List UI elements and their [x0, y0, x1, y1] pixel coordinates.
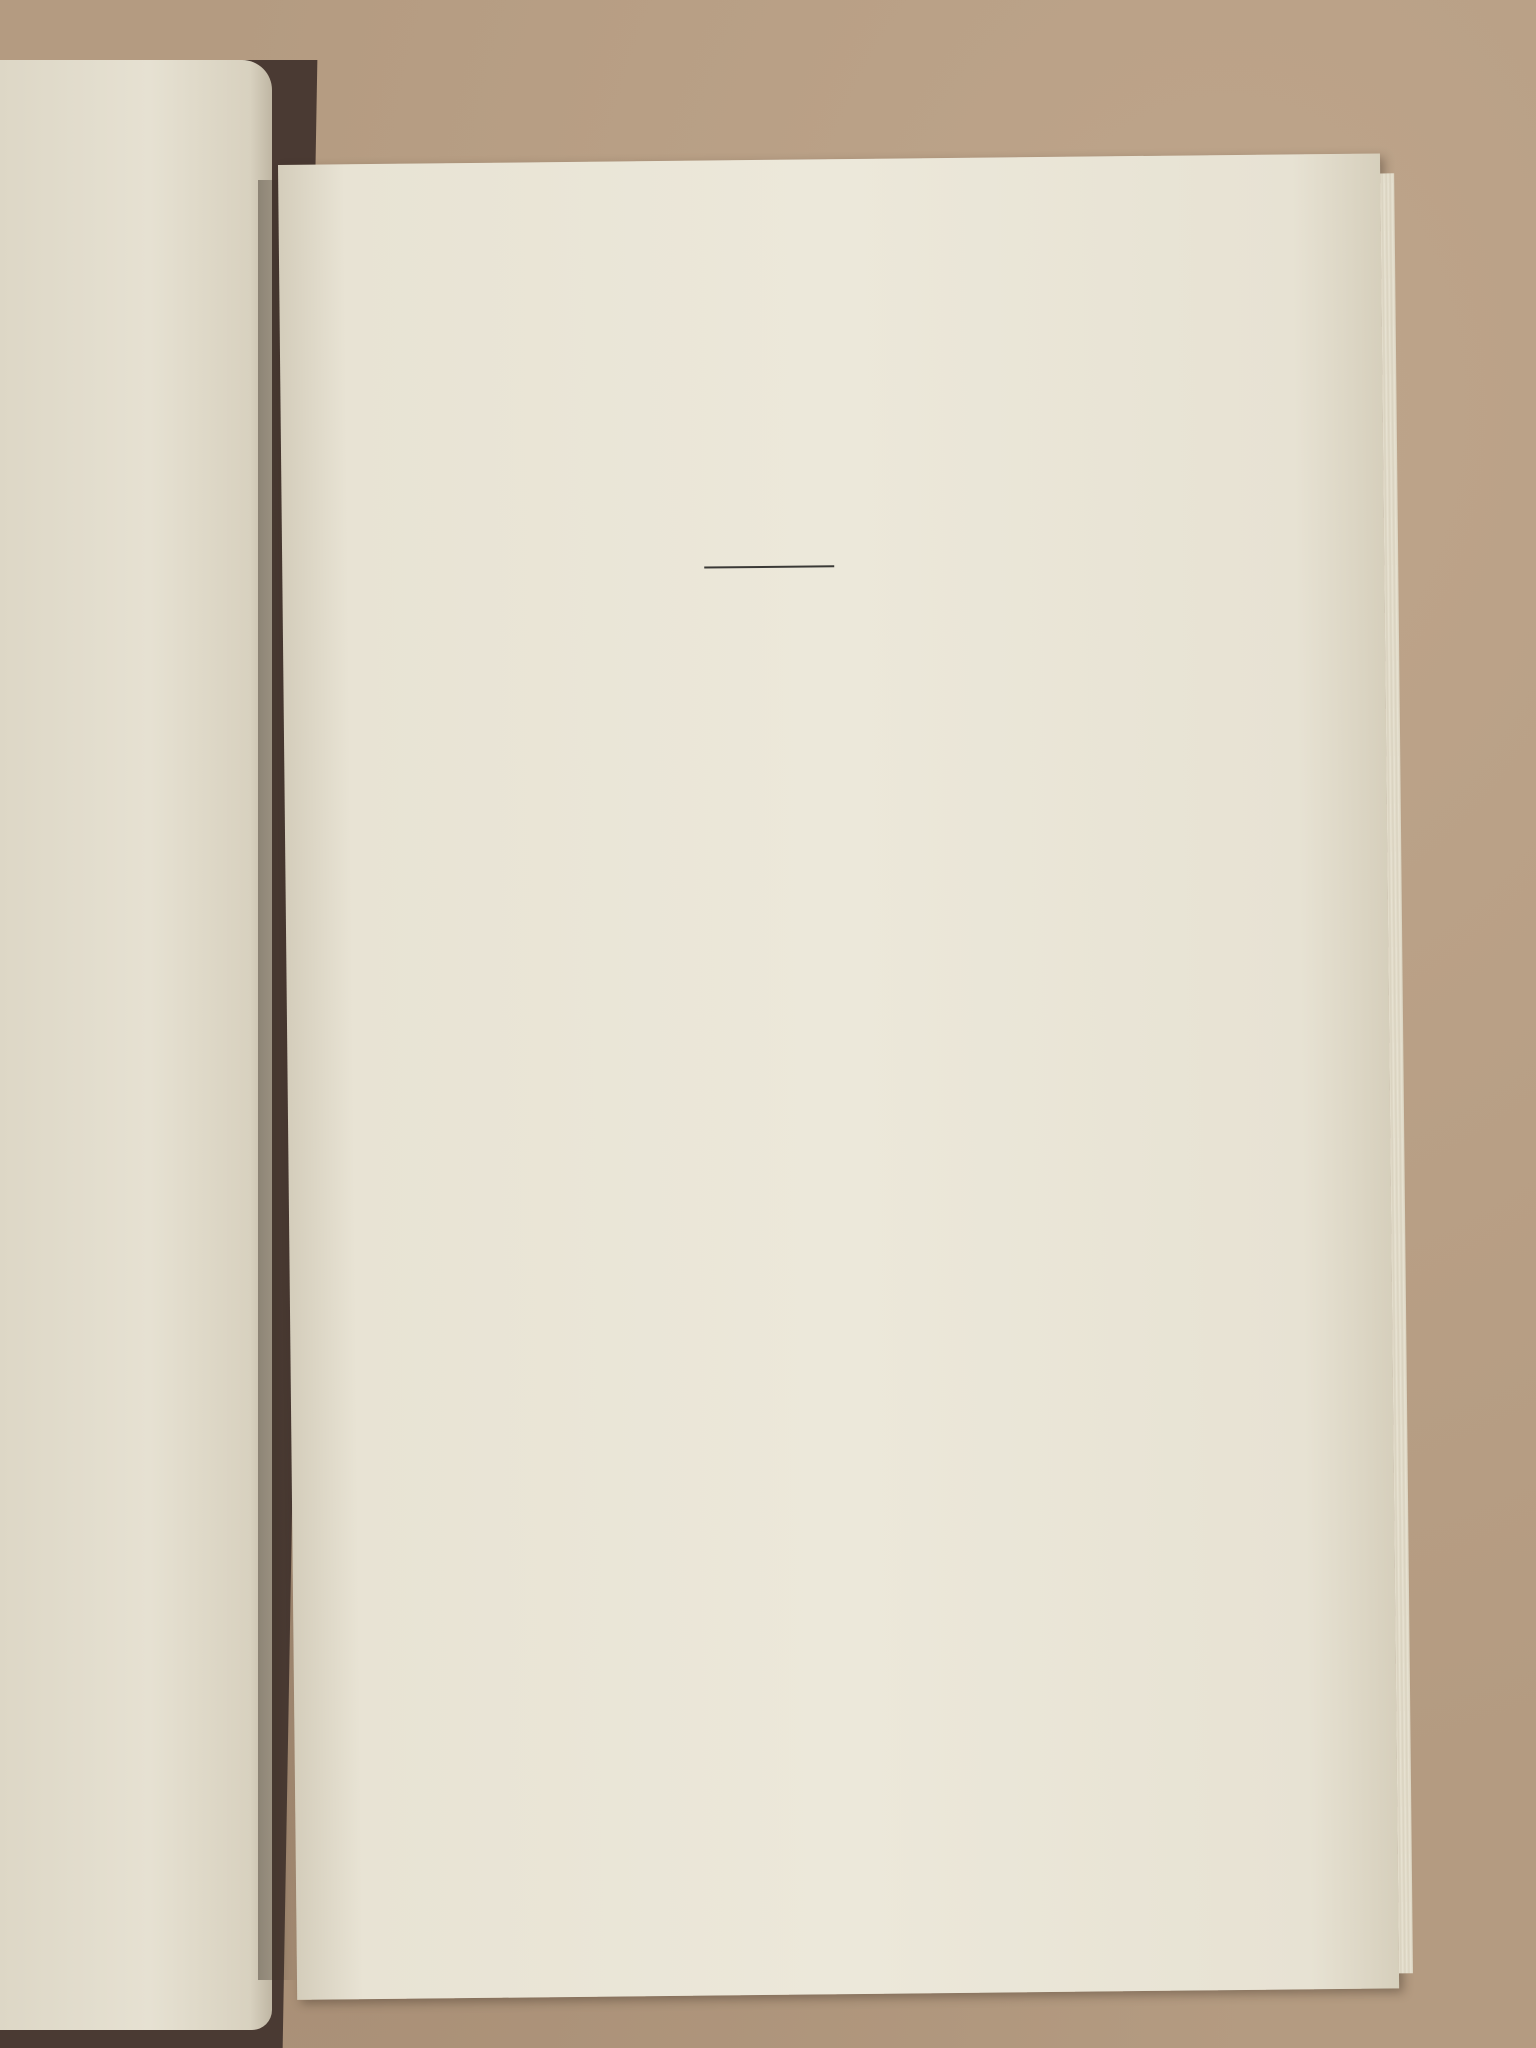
- table-of-contents: [278, 153, 1399, 1999]
- left-page: [0, 60, 272, 2030]
- right-page: [278, 153, 1399, 1999]
